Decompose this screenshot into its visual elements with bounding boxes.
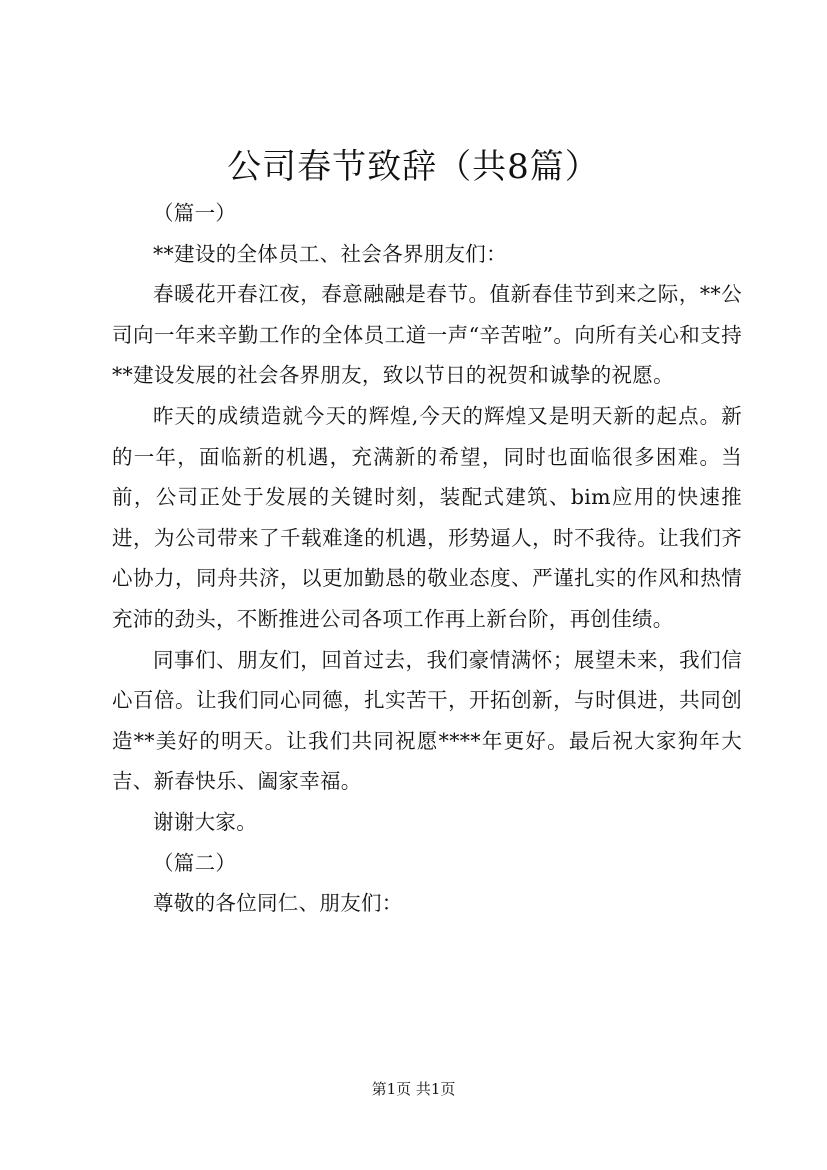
document-body [112, 193, 742, 924]
salutation-paragraph: 尊敬的各位同仁、朋友们： [153, 891, 403, 916]
body-paragraph: 春暖花开春江夜，春意融融是春节。值新春佳节到来之际，**公司向一年来辛勤工作的全体员工道一声“辛苦啦”。向所有关心和支持**建设发展的社会各界朋友，致以节日的祝贺和诚挚的祝愿。 [112, 282, 742, 388]
salutation-paragraph: **建设的全体员工、社会各界朋友们： [153, 241, 507, 266]
body-paragraph: 同事们、朋友们，回首过去，我们豪情满怀；展望未来，我们信心百倍。让我们同心同德，扎实苦干，开拓创新，与时俱进，共同创造**美好的明天。让我们共同祝愿****年更好。最后祝大家狗年大吉、新春快乐、阖家幸福。 [112, 647, 742, 794]
section-heading-2: （篇二） [153, 850, 237, 875]
body-paragraph: 昨天的成绩造就今天的辉煌,今天的辉煌又是明天新的起点。新的一年，面临新的机遇，充满新的希望，同时也面临很多困难。当前，公司正处于发展的关键时刻，装配式建筑、bim应用的快速推进，为公司带来了千载难逢的机遇，形势逼人，时不我待。让我们齐心协力，同舟共济，以更加勤恳的敬业态度、严谨扎实的作风和热情充沛的劲头，不断推进公司各项工作再上新台阶，再创佳绩。 [112, 403, 742, 631]
document-title: 公司春节致辞（共8篇） [227, 147, 600, 187]
section-heading-1: （篇一） [153, 201, 237, 225]
page-footer: 第1页 共1页 [371, 1080, 456, 1098]
closing-paragraph: 谢谢大家。 [153, 809, 257, 834]
